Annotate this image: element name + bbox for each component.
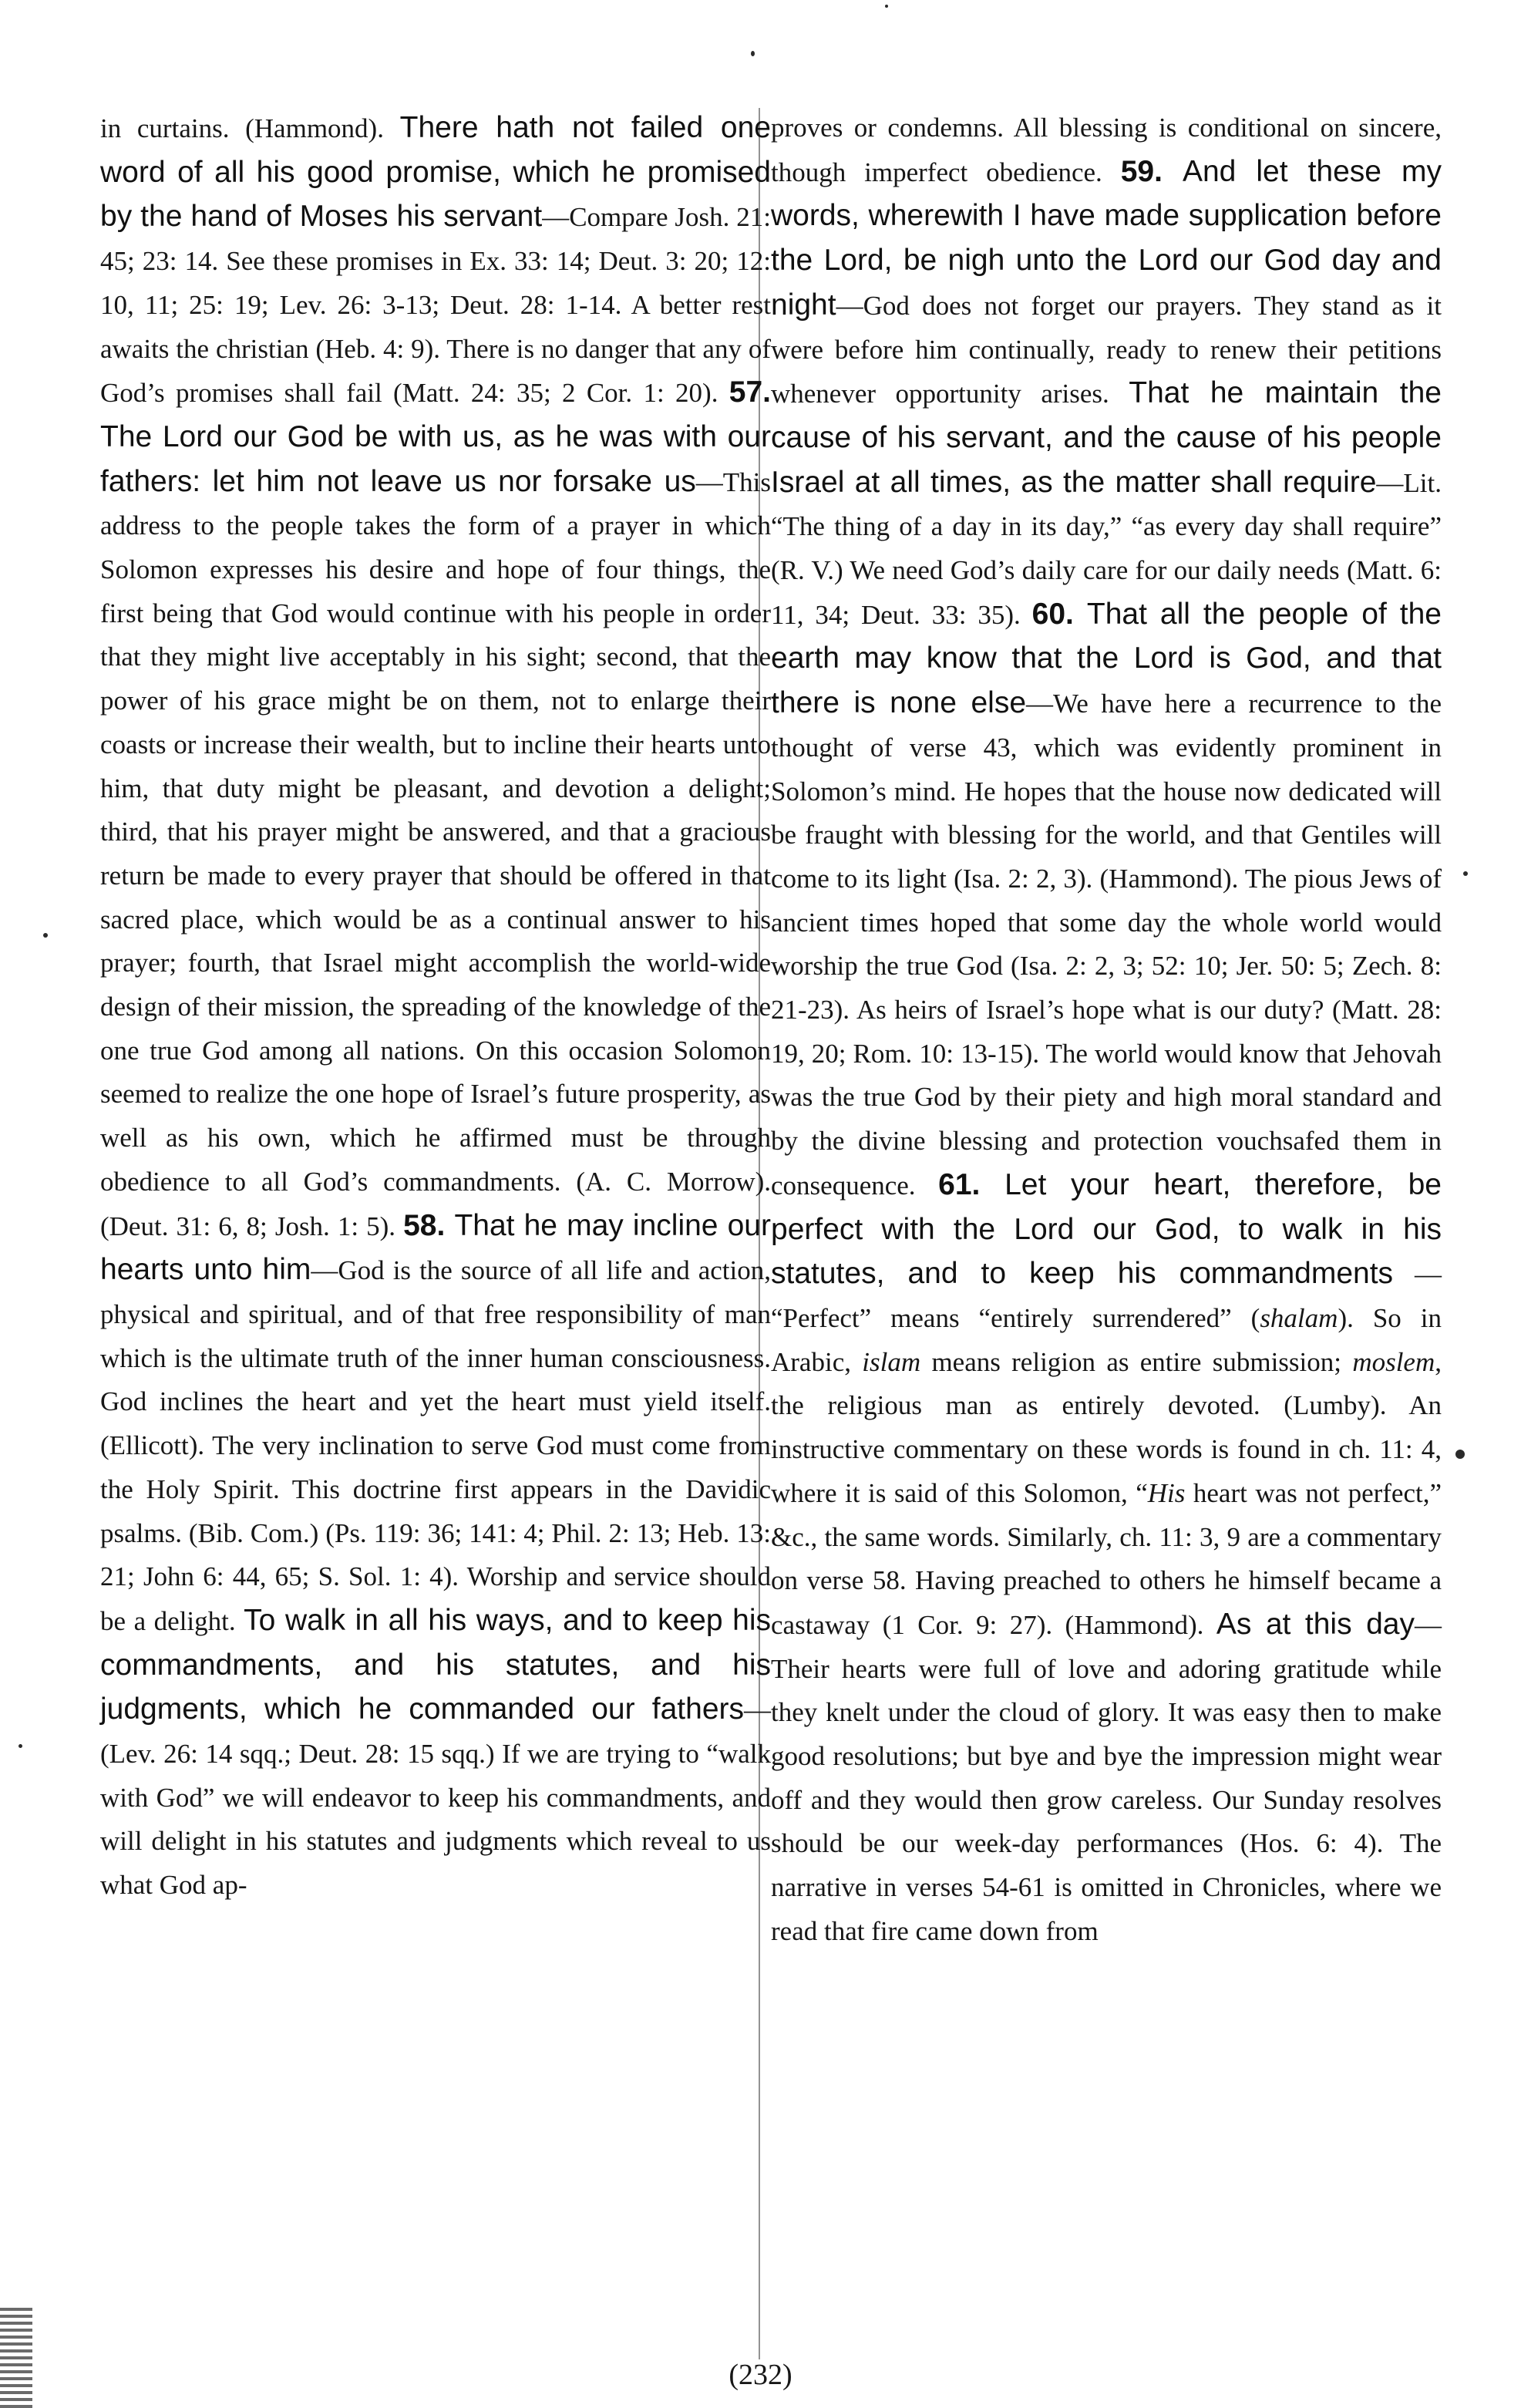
- italic-term: His: [1147, 1477, 1186, 1508]
- page-number: (232): [729, 2359, 792, 2391]
- body-text: proves or condemns. All blessing is conditional on sincere, though imperfect obedience.: [771, 113, 1442, 187]
- lemma-text: Let your heart, therefore, be perfect with the Lord our God, to walk in his statutes, and to keep his commandments: [771, 1167, 1442, 1291]
- body-text: —Compare Josh. 21: 45; 23: 14. See these promises in Ex. 33: 14; Deut. 3: 20; 12: 10, 11; 25: 19; Lev. 26: 3-13; Deut. 28: 1-14. A better rest awaits the christian (Heb. 4: 9). There is no danger that any of God’s promises shall fail (Matt. 24: 35; 2 Cor. 1: 20).: [100, 202, 771, 409]
- lemma-text: As at this day: [1216, 1607, 1415, 1641]
- lemma-text: And let these my words, wherewith I have made supplication before the Lord, be nigh unto the Lord our God day and night: [771, 154, 1442, 322]
- left-column: [100, 106, 771, 1908]
- scan-speck: [1463, 871, 1468, 876]
- body-text: —Their hearts were full of love and adoring gratitude while they knelt under the cloud of glory. It was easy then to make good resolutions; but bye and bye the impression might wear off and they would then grow careless. Our Sunday resolves should be our week-day performances (Hos. 6: 4). The narrative in verses 54-61 is omitted in Chronicles, where we read that fire came down from: [771, 1609, 1442, 1946]
- scan-speck: [885, 5, 888, 8]
- body-text: means religion as entire submission;: [920, 1346, 1353, 1377]
- lemma-text: The Lord our God be with us, as he was with our fathers: let him not leave us nor forsake us: [100, 419, 771, 498]
- lemma-text: That all the people of the earth may know that the Lord is God, and that there is none else: [771, 597, 1442, 720]
- italic-term: shalam: [1260, 1302, 1338, 1333]
- body-text: —We have here a recurrence to the thought of verse 43, which was evidently prominent in Solomon’s mind. He hopes that the house now dedicated will be fraught with blessing for the world, and that Gentiles will come to its light (Isa. 2: 2, 3). (Hammond). The pious Jews of ancient times hoped that some day the whole world would worship the true God (Isa. 2: 2, 3; 52: 10; Jer. 50: 5; Zech. 8: 21-23). As heirs of Israel’s hope what is our duty? (Matt. 28: 19, 20; Rom. 10: 13-15). The world would know that Jehovah was the true God by their piety and high moral standard and by the divine blessing and protection vouchsafed them in consequence.: [771, 689, 1442, 1201]
- body-text: —God is the source of all life and action, physical and spiritual, and of that free responsibility of man which is the ultimate truth of the inner human consciousness. God inclines the heart and yet the heart must yield itself. (Ellicott). The very inclination to serve God must come from the Holy Spirit. This doctrine first appears in the Davidic psalms. (Bib. Com.) (Ps. 119: 36; 141: 4; Phil. 2: 13; Heb. 13: 21; John 6: 44, 65; S. Sol. 1: 4). Worship and service should be a delight.: [100, 1255, 771, 1636]
- italic-term: moslem: [1352, 1346, 1435, 1377]
- body-text: —Lit. “The thing of a day in its day,” “as every day shall require” (R. V.) We need God’s daily care for our daily needs (Matt. 6: 11, 34; Deut. 33: 35).: [771, 467, 1442, 630]
- body-text: heart was not perfect,” &c., the same words. Similarly, ch. 11: 3, 9 are a commentary on verse 58. Having preached to others he himself became a castaway (1 Cor. 9: 27). (Hammond).: [771, 1477, 1442, 1640]
- body-text: in curtains. (Hammond).: [100, 113, 400, 143]
- italic-term: islam: [862, 1346, 921, 1377]
- right-column: [771, 106, 1442, 1954]
- body-text: —(Lev. 26: 14 sqq.; Deut. 28: 15 sqq.) If we are trying to “walk with God” we will endeavor to keep his commandments, and will delight in his statutes and judgments which reveal to us what God ap-: [100, 1695, 771, 1901]
- scan-speck: [19, 1744, 22, 1748]
- verse-number: 58.: [403, 1208, 455, 1242]
- binding-edge: [0, 2305, 32, 2408]
- scan-speck: [1455, 1450, 1465, 1459]
- lemma-text: There hath not failed one word of all his good promise, which he promised by the hand of Moses his servant: [100, 111, 771, 234]
- verse-number: 60.: [1031, 597, 1087, 631]
- body-text: —God does not forget our prayers. They stand as it were before him continually, ready to renew their petitions whenever opportunity arises.: [771, 290, 1442, 409]
- scan-speck: [43, 933, 48, 938]
- body-text: —This address to the people takes the form of a prayer in which Solomon expresses his desire and hope of four things, the first being that God would continue with his people in order that they might live acceptably in his sight; second, that the power of his grace might be on them, not to enlarge their coasts or increase their wealth, but to incline their hearts unto him, that duty might be pleasant, and devotion a delight; third, that his prayer might be answered, and that a gracious return be made to every prayer that should be offered in that sacred place, which would be as a continual answer to his prayer; fourth, that Israel might accomplish the world-wide design of their mission, the spreading of the knowledge of the one true God among all nations. On this occasion Solomon seemed to realize the one hope of Israel’s future prosperity, as well as his own, which he affirmed must be through obedience to all God’s commandments. (A. C. Morrow). (Deut. 31: 6, 8; Josh. 1: 5).: [100, 466, 771, 1241]
- lemma-text: That he may incline our hearts unto him: [100, 1208, 771, 1287]
- body-text: , the religious man as entirely devoted. (Lumby). An instructive commentary on these words is found in ch. 11: 4, where it is said of this Solomon, “: [771, 1346, 1442, 1508]
- body-text: ). So in Arabic,: [771, 1302, 1442, 1377]
- body-text: — “Perfect” means “entirely surrendered” (: [771, 1259, 1442, 1333]
- lemma-text: That he maintain the cause of his servant, and the cause of his people Israel at all times, as the matter shall require: [771, 376, 1442, 499]
- verse-number: 59.: [1120, 154, 1183, 188]
- lemma-text: To walk in all his ways, and to keep his commandments, and his statutes, and his judgments, which he commanded our fathers: [100, 1603, 771, 1726]
- verse-number: 57.: [729, 376, 771, 409]
- scan-speck: [751, 51, 755, 56]
- verse-number: 61.: [938, 1167, 1005, 1201]
